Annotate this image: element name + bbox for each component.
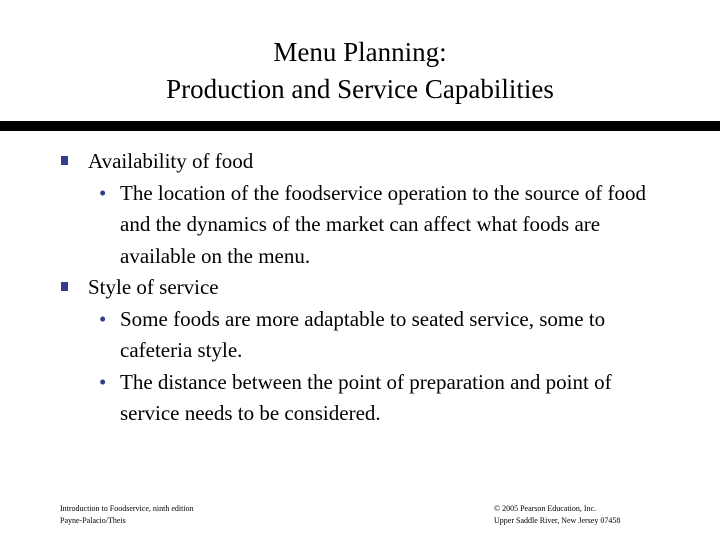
footer-book-title: Introduction to Foodservice, ninth edition [60, 504, 194, 513]
footer-book-info [60, 503, 194, 527]
dot-bullet-icon: • [99, 306, 107, 331]
square-bullet-icon [61, 156, 68, 165]
slide-body [0, 146, 720, 430]
title-line-2: Production and Service Capabilities [166, 74, 554, 104]
square-bullet-icon [61, 282, 68, 291]
sub-bullet-location [0, 178, 720, 273]
footer-copyright [494, 503, 620, 527]
sub-bullet-text: The distance between the point of preparation and point of service needs to be considered. [120, 369, 612, 425]
sub-bullet-distance [0, 367, 720, 430]
title-line-1: Menu Planning: [273, 37, 447, 67]
dot-bullet-icon: • [99, 180, 107, 205]
sub-bullet-adaptable [0, 304, 720, 367]
slide-title [0, 34, 720, 108]
dot-bullet-icon: • [99, 369, 107, 394]
title-divider [0, 121, 720, 131]
footer-copyright-line: © 2005 Pearson Education, Inc. [494, 504, 597, 513]
bullet-text: Style of service [88, 275, 219, 299]
bullet-text: Availability of food [88, 149, 254, 173]
bullet-style-of-service [0, 272, 720, 304]
bullet-availability-of-food [0, 146, 720, 178]
sub-bullet-text: Some foods are more adaptable to seated service, some to cafeteria style. [120, 306, 606, 362]
sub-bullet-text: The location of the foodservice operation to the source of food and the dynamics of the market can affect what foods are available on the menu. [120, 180, 646, 268]
footer-authors: Payne-Palacio/Theis [60, 516, 126, 525]
footer-publisher-address: Upper Saddle River, New Jersey 07458 [494, 516, 621, 525]
